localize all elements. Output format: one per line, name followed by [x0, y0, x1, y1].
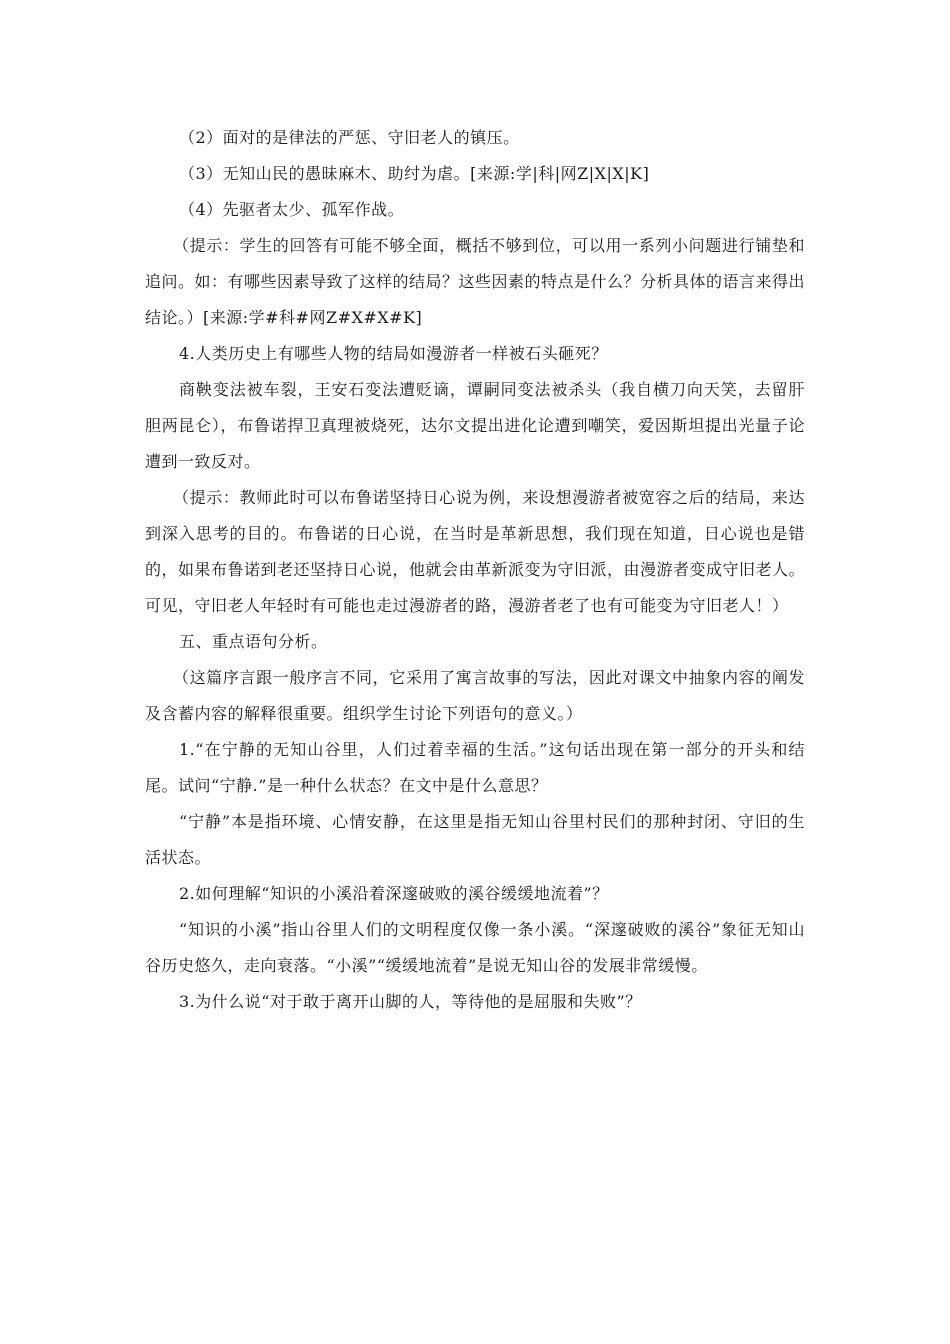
- question-4: 4.人类历史上有哪些人物的结局如漫游者一样被石头砸死？: [179, 344, 608, 363]
- document-body: [145, 120, 805, 1020]
- question-1: 1.“在宁静的无知山谷里，人们过着幸福的生活。”这句话出现在第一部分的开头和结尾。试问“宁静.”是一种什么状态？在文中是什么意思？: [145, 740, 805, 795]
- paragraph-cause-3: （3）无知山民的愚昧麻木、助纣为虐。[来源:学|科|网Z|X|X|K]: [179, 164, 650, 183]
- question-3: 3.为什么说“对于敢于离开山脚的人，等待他的是屈服和失败”？: [179, 992, 642, 1011]
- section-heading-5: 五、重点语句分析。: [179, 632, 328, 651]
- paragraph-cause-2: （2）面对的是律法的严惩、守旧老人的镇压。: [179, 128, 520, 147]
- question-2: 2.如何理解“知识的小溪沿着深邃破败的溪谷缓缓地流着”？: [179, 884, 609, 903]
- paragraph-hint-2: （提示：教师此时可以布鲁诺坚持日心说为例，来设想漫游者被宽容之后的结局，来达到深入思考的目的。布鲁诺的日心说，在当时是革新思想，我们现在知道，日心说也是错的，如果布鲁诺到老还坚持日心说，他就会由革新派变为守旧派，由漫游者变成守旧老人。可见，守旧老人年轻时有可能也走过漫游者的路，漫游者老了也有可能变为守旧老人！）: [145, 488, 806, 615]
- section-5-intro: （这篇序言跟一般序言不同，它采用了寓言故事的写法，因此对课文中抽象内容的阐发及含蓄内容的解释很重要。组织学生讨论下列语句的意义。）: [145, 668, 805, 723]
- answer-1: “宁静”本是指环境、心情安静，在这里是指无知山谷里村民们的那种封闭、守旧的生活状态。: [145, 812, 805, 867]
- paragraph-cause-4: （4）先驱者太少、孤军作战。: [179, 200, 405, 219]
- answer-2: “知识的小溪”指山谷里人们的文明程度仅像一条小溪。“深邃破败的溪谷”象征无知山谷历史悠久，走向衰落。“小溪”“缓缓地流着”是说无知山谷的发展非常缓慢。: [145, 920, 805, 975]
- paragraph-hint-1: （提示：学生的回答有可能不够全面，概括不够到位，可以用一系列小问题进行铺垫和追问。如：有哪些因素导致了这样的结局？这些因素的特点是什么？分析具体的语言来得出结论。）[来源:学#科#网Z#X#X#K]: [145, 236, 806, 327]
- answer-4: 商鞅变法被车裂，王安石变法遭贬谪，谭嗣同变法被杀头（我自横刀向天笑，去留肝胆两昆仑），布鲁诺捍卫真理被烧死，达尔文提出进化论遭到嘲笑，爱因斯坦提出光量子论遭到一致反对。: [145, 380, 805, 471]
